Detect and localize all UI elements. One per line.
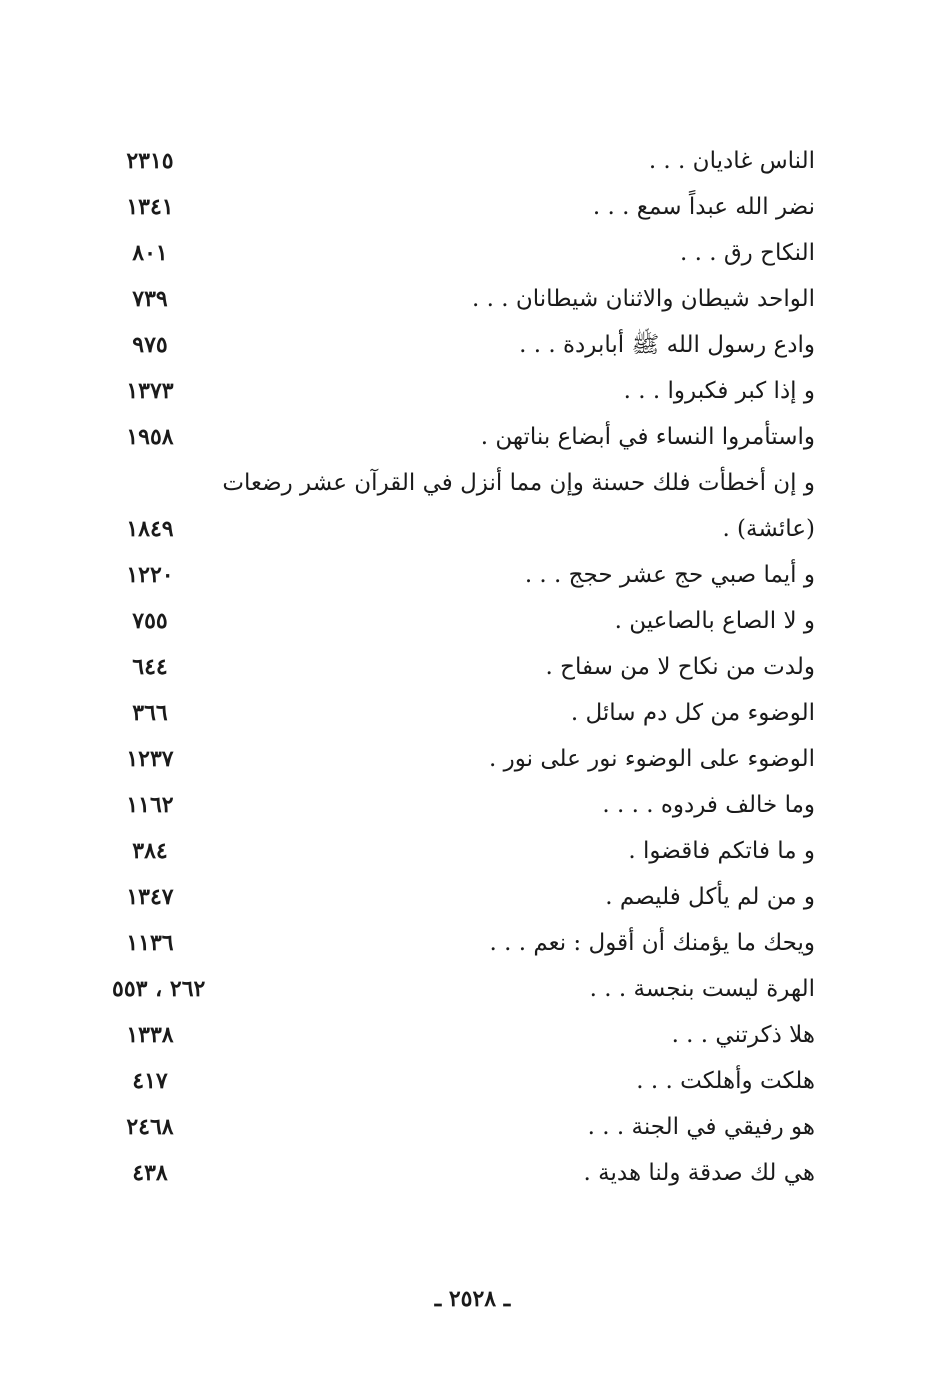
index-entry [0,230,945,276]
entry-text: ويحك ما يؤمنك أن أقول : نعم . . . [489,930,815,956]
entry-text: هي لك صدقة ولنا هدية . [583,1160,815,1186]
entry-reference-number: ٧٣٩ [132,286,168,312]
index-entry [0,184,945,230]
entry-text: و من لم يأكل فليصم . [605,884,815,910]
entry-reference-number: ٣٦٦ [132,700,168,726]
index-entry [0,276,945,322]
index-entry [0,966,945,1012]
entry-reference-number: ١٣٣٨ [126,1022,174,1048]
index-entry [0,322,945,368]
index-entry [0,828,945,874]
entry-text: واستأمروا النساء في أبضاع بناتهن . [480,424,815,450]
index-entry [0,1012,945,1058]
entry-text: الوضوء على الوضوء نور على نور . [489,746,815,772]
entry-text: هو رفيقي في الجنة . . . [587,1114,815,1140]
entry-reference-number: ١٨٤٩ [126,516,174,542]
entry-reference-number: ١١٦٢ [126,792,174,818]
hadith-index-list [0,138,945,1196]
entry-text: و إذا كبر فكبروا . . . [623,378,815,404]
index-entry-multiline-first [0,460,945,506]
entry-reference-number: ٣٨٤ [132,838,168,864]
index-entry [0,644,945,690]
page-number: ـ ٢٥٢٨ ـ [434,1286,511,1312]
entry-reference-number [100,460,200,506]
index-entry [0,920,945,966]
entry-reference-number: ١٣٤٧ [126,884,174,910]
entry-text: الواحد شيطان والاثنان شيطانان . . . [472,286,815,312]
entry-reference-number: ١١٣٦ [126,930,174,956]
index-entry [0,598,945,644]
index-entry [0,1150,945,1196]
entry-text: هلا ذكرتني . . . [671,1022,815,1048]
index-entry [0,782,945,828]
entry-text: ولدت من نكاح لا من سفاح . [545,654,815,680]
entry-text: الهرة ليست بنجسة . . . [589,976,815,1002]
entry-reference-number: ٦٤٤ [132,654,168,680]
entry-reference-number: ١٩٥٨ [126,424,174,450]
index-entry [0,690,945,736]
entry-reference-number: ٨٠١ [132,240,168,266]
entry-reference-number: ٧٥٥ [132,608,168,634]
entry-reference-number: ٤١٧ [132,1068,168,1094]
index-entry-multiline-continuation [0,506,945,552]
entry-text: و لا الصاع بالصاعين . [614,608,815,634]
entry-reference-number: ١٢٣٧ [126,746,174,772]
entry-reference-number: ٢٣١٥ [126,148,174,174]
index-entry [0,368,945,414]
index-entry [0,414,945,460]
index-entry [0,736,945,782]
entry-text: هلكت وأهلكت . . . [636,1068,815,1094]
entry-text: و إن أخطأت فلك حسنة وإن مما أنزل في القرآن عشر رضعات [222,470,815,496]
entry-reference-number: ٢٦٢ ، ٥٥٣ [112,976,206,1002]
entry-reference-number: ١٢٢٠ [126,562,174,588]
entry-text: وما خالف فردوه . . . . [602,792,815,818]
entry-reference-number: ١٣٧٣ [126,378,174,404]
index-entry [0,552,945,598]
entry-text: نضر الله عبداً سمع . . . [592,194,815,220]
entry-text: النكاح رق . . . [679,240,815,266]
entry-reference-number: ٩٧٥ [132,332,168,358]
index-entry [0,874,945,920]
entry-reference-number: ٤٣٨ [132,1160,168,1186]
entry-text: و ما فاتكم فاقضوا . [628,838,815,864]
entry-reference-number: ١٣٤١ [126,194,174,220]
index-entry [0,1058,945,1104]
entry-text: الناس غاديان . . . [648,148,815,174]
entry-text: الوضوء من كل دم سائل . [570,700,815,726]
index-entry [0,1104,945,1150]
entry-text: (عائشة) . [722,516,815,542]
index-entry [0,138,945,184]
entry-text: و أيما صبي حج عشر حجج . . . [524,562,815,588]
entry-text: وادع رسول الله ﷺ أبابردة . . . [519,332,815,358]
entry-reference-number: ٢٤٦٨ [126,1114,174,1140]
